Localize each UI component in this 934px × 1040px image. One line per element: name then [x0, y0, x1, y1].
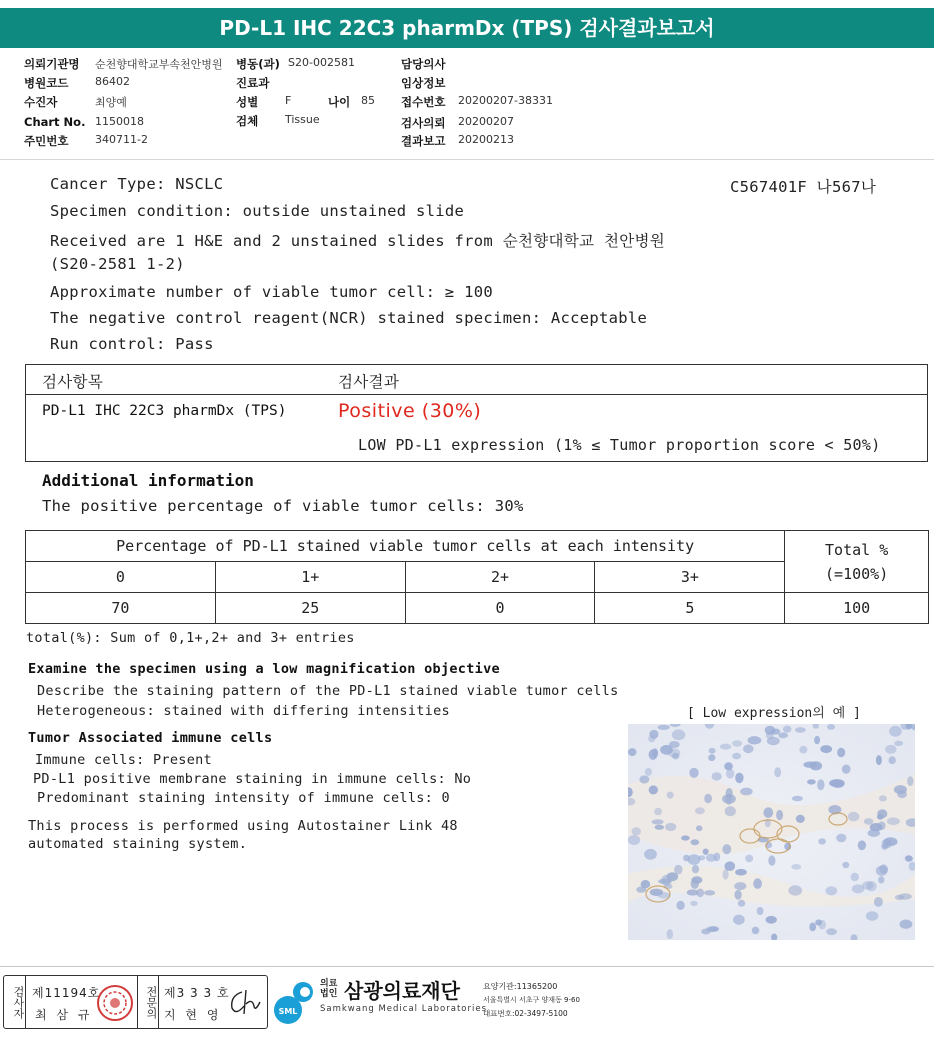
cell-nucleus [899, 893, 912, 899]
cell-nucleus [632, 827, 642, 835]
cell-nucleus [819, 920, 826, 930]
physician-label: 담당의사 [401, 57, 446, 71]
cell-nucleus [648, 735, 655, 742]
cell-nucleus [672, 729, 686, 740]
cell-nucleus [664, 884, 673, 889]
examinee-value: 최양예 [95, 96, 127, 109]
intensity-value-row [26, 593, 929, 624]
cell-nucleus [706, 854, 716, 862]
cell-nucleus [753, 878, 762, 889]
examine-title: Examine the specimen using a low magnification objective [28, 661, 500, 677]
cell-nucleus [778, 732, 788, 738]
age-label: 나이 [328, 95, 351, 109]
cell-nucleus [654, 808, 662, 815]
examiner-label [4, 976, 26, 1028]
chart-label: Chart No. [24, 115, 86, 129]
cell-nucleus [905, 855, 913, 861]
cell-nucleus [698, 855, 705, 860]
cell-nucleus [735, 869, 747, 876]
cell-nucleus [889, 756, 896, 764]
cell-nucleus [766, 916, 777, 924]
intensity-total-value: 100 [785, 593, 929, 624]
cell-nucleus [667, 929, 674, 939]
footer-rule [0, 966, 934, 967]
cell-nucleus [877, 814, 884, 820]
test-name: PD-L1 IHC 22C3 pharmDx (TPS) [42, 403, 287, 419]
examinee-label: 수진자 [24, 95, 58, 109]
result-divider [25, 394, 928, 395]
cell-nucleus [683, 855, 690, 862]
accession-value: 20200207-38331 [458, 94, 553, 107]
cell-nucleus [763, 807, 773, 818]
immune-present: Immune cells: Present [35, 752, 212, 768]
specimen-condition: Specimen condition: outside unstained slide [50, 202, 465, 220]
cell-nucleus [652, 819, 664, 824]
describe-pattern: Describe the staining pattern of the PD-L1 stained viable tumor cells [37, 683, 619, 699]
cell-nucleus [709, 748, 716, 754]
cell-nucleus [695, 807, 705, 814]
cell-nucleus [817, 779, 824, 790]
total-header [785, 531, 929, 593]
cell-nucleus [836, 834, 846, 843]
cell-nucleus [636, 886, 646, 892]
received-slides: Received are 1 H&E and 2 unstained slides from 순천향대학교 천안병원 [50, 232, 666, 250]
cell-nucleus [644, 849, 657, 860]
cell-nucleus [743, 744, 754, 753]
table-footnote: total(%): Sum of 0,1+,2+ and 3+ entries [26, 630, 355, 646]
cell-nucleus [848, 812, 860, 822]
cell-nucleus [820, 745, 832, 753]
micrograph-svg [628, 724, 915, 940]
org-prefix [320, 979, 337, 999]
image-caption: [ Low expression의 예 ] [687, 706, 861, 721]
cell-nucleus [745, 855, 753, 863]
viable-cells: Approximate number of viable tumor cell: ≥ 100 [50, 283, 494, 301]
sml-logo-icon [272, 976, 318, 1026]
cell-nucleus [703, 849, 709, 855]
org-address: 서울특별시 서초구 양재동 9-60 [483, 996, 580, 1004]
examiner-label-text: 검사자 [12, 985, 25, 1019]
cell-nucleus [735, 773, 743, 784]
cell-nucleus [723, 869, 729, 879]
hospital-code-value: 86402 [95, 75, 130, 88]
cell-nucleus [876, 866, 888, 876]
run-control: Run control: Pass [50, 335, 214, 353]
cell-nucleus [791, 864, 801, 870]
additional-info-title: Additional information [42, 471, 254, 490]
cell-nucleus [748, 736, 762, 744]
report-date-value: 20200213 [458, 133, 514, 146]
cell-nucleus [704, 794, 712, 803]
cell-nucleus [829, 779, 843, 787]
result-value-header: 검사결과 [338, 373, 400, 391]
cell-nucleus [712, 772, 722, 780]
cell-nucleus [701, 929, 711, 935]
patient-info-block [0, 48, 934, 160]
cell-nucleus [887, 817, 900, 825]
cell-nucleus [658, 725, 670, 730]
ward-label: 병동(과) [236, 57, 280, 71]
total-header-line1: Total % [825, 540, 889, 559]
accession-label: 접수번호 [401, 95, 446, 109]
cell-nucleus [722, 794, 736, 804]
cell-nucleus [752, 927, 760, 935]
cell-nucleus [765, 726, 776, 735]
cell-nucleus [628, 748, 637, 756]
cell-nucleus [809, 923, 816, 932]
cell-nucleus [639, 775, 649, 783]
institution-label: 의뢰기관명 [24, 57, 80, 71]
cell-nucleus [674, 865, 682, 875]
cell-nucleus [827, 724, 835, 730]
cell-nucleus [774, 767, 781, 777]
cell-nucleus [738, 900, 745, 907]
sex-value: F [285, 94, 292, 107]
cell-nucleus [681, 835, 690, 840]
intensity-table [25, 530, 929, 624]
examiner-license: 제11194호 [32, 986, 101, 1000]
org-name: 삼광의료재단 [344, 979, 460, 1003]
result-item-header: 검사항목 [42, 373, 104, 391]
slide-id: (S20-2581 1-2) [50, 255, 185, 273]
resident-label: 주민번호 [24, 134, 69, 148]
specialist-license: 제3 3 3 호 [164, 986, 230, 1000]
resident-value: 340711-2 [95, 133, 148, 146]
report-date-label: 결과보고 [401, 134, 446, 148]
cell-nucleus [768, 855, 775, 865]
hospital-code-label: 병원코드 [24, 76, 69, 90]
intensity-value-0: 70 [26, 593, 216, 624]
cell-nucleus [740, 788, 753, 796]
intensity-col-3plus: 3+ [595, 562, 785, 593]
cell-nucleus [788, 885, 802, 895]
total-header-line2: (=100%) [825, 564, 889, 583]
cell-nucleus [885, 745, 897, 754]
intensity-value-3plus: 5 [595, 593, 785, 624]
cell-nucleus [783, 726, 792, 733]
cell-nucleus [807, 779, 816, 784]
cell-nucleus [691, 876, 702, 883]
cell-nucleus [696, 825, 703, 831]
cell-nucleus [732, 740, 742, 746]
request-date-value: 20200207 [458, 115, 514, 128]
org-prefix-line1: 의료 [320, 979, 338, 989]
process-line1: This process is performed using Autostainer Link 48 [28, 818, 458, 834]
cell-nucleus [842, 765, 851, 774]
cell-nucleus [692, 865, 699, 873]
institution-value: 순천향대학교부속천안병원 [95, 58, 223, 71]
org-phone: 대표번호:02-3497-5100 [483, 1009, 568, 1018]
cell-nucleus [655, 825, 664, 830]
cell-nucleus [851, 873, 859, 882]
cell-nucleus [818, 838, 826, 844]
cell-nucleus [757, 907, 764, 915]
heterogeneous-note: Heterogeneous: stained with differing intensities [37, 703, 450, 719]
ward-value: S20-002581 [288, 56, 355, 69]
cell-nucleus [826, 886, 838, 895]
ncr-status: The negative control reagent(NCR) stained specimen: Acceptable [50, 309, 648, 327]
expression-note: LOW PD-L1 expression (1% ≤ Tumor proportion score < 50%) [358, 436, 881, 454]
immune-title: Tumor Associated immune cells [28, 730, 273, 746]
chart-value: 1150018 [95, 115, 144, 128]
cell-nucleus [852, 884, 864, 893]
cell-nucleus [889, 726, 902, 737]
specimen-micrograph [628, 724, 915, 940]
cell-nucleus [732, 753, 741, 760]
cancer-type: Cancer Type: NSCLC [50, 175, 224, 193]
cell-nucleus [690, 901, 697, 906]
cell-nucleus [799, 746, 807, 754]
cell-nucleus [879, 795, 887, 801]
immune-intensity: Predominant staining intensity of immune cells: 0 [37, 790, 450, 806]
cell-nucleus [724, 762, 733, 770]
cell-nucleus [667, 792, 674, 799]
cell-nucleus [894, 741, 903, 746]
process-line2: automated staining system. [28, 836, 248, 852]
intensity-col-2plus: 2+ [405, 562, 595, 593]
intensity-value-2plus: 0 [405, 593, 595, 624]
cell-nucleus [814, 736, 820, 744]
org-code: 요양기관:11365200 [483, 982, 558, 991]
cell-nucleus [665, 823, 676, 831]
cell-nucleus [734, 882, 746, 890]
cell-nucleus [874, 897, 883, 907]
cell-nucleus [628, 835, 640, 845]
intensity-value-1plus: 25 [215, 593, 405, 624]
cell-nucleus [650, 889, 663, 896]
cell-nucleus [837, 748, 845, 758]
cell-nucleus [652, 748, 658, 757]
specialist-label [137, 976, 159, 1028]
result-value: Positive (30%) [338, 400, 482, 422]
cell-nucleus [878, 876, 884, 883]
cell-nucleus [796, 815, 805, 823]
intensity-caption: Percentage of PD-L1 stained viable tumor cells at each intensity [26, 531, 785, 562]
cell-nucleus [907, 776, 913, 786]
cell-nucleus [645, 768, 652, 776]
cell-nucleus [882, 839, 892, 849]
logo-text: SML [278, 1007, 298, 1016]
request-date-label: 검사의뢰 [401, 116, 446, 130]
cell-nucleus [803, 762, 817, 768]
cell-nucleus [725, 806, 736, 816]
cell-nucleus [726, 769, 734, 779]
specimen-type-label: 검체 [236, 114, 259, 128]
cell-nucleus [876, 755, 882, 765]
cell-nucleus [795, 727, 806, 733]
cell-nucleus [691, 839, 700, 845]
specimen-code: C567401F 나567나 [730, 178, 877, 196]
sex-label: 성별 [236, 95, 259, 109]
cell-nucleus [900, 920, 913, 929]
positive-percentage: The positive percentage of viable tumor cells: 30% [42, 497, 524, 515]
immune-membrane: PD-L1 positive membrane staining in immune cells: No [33, 771, 472, 787]
specialist-label-text: 전문의 [145, 985, 158, 1019]
report-title: PD-L1 IHC 22C3 pharmDx (TPS) 검사결과보고서 [0, 8, 934, 48]
cell-nucleus [842, 862, 849, 868]
cell-nucleus [649, 785, 658, 794]
signature-box [3, 975, 268, 1029]
cell-nucleus [858, 840, 866, 850]
specialist-name: 지 현 영 [164, 1008, 222, 1022]
cell-nucleus [689, 768, 698, 778]
cell-nucleus [866, 911, 878, 921]
cell-nucleus [676, 901, 684, 910]
seal-stamp-icon [96, 984, 134, 1022]
cell-nucleus [734, 890, 741, 900]
org-prefix-line2: 법인 [320, 989, 338, 999]
cell-nucleus [826, 928, 837, 935]
specimen-type-value: Tissue [285, 113, 320, 126]
department-label: 진료과 [236, 76, 270, 90]
cell-nucleus [864, 818, 874, 825]
clinical-info-label: 임상정보 [401, 76, 446, 90]
cell-nucleus [704, 890, 715, 895]
cell-nucleus [792, 796, 803, 802]
age-value: 85 [361, 94, 375, 107]
intensity-col-1plus: 1+ [215, 562, 405, 593]
examiner-name: 최 삼 규 [35, 1008, 93, 1022]
org-english: Samkwang Medical Laboratories [320, 1004, 488, 1014]
cell-nucleus [776, 810, 783, 820]
cell-nucleus [708, 754, 715, 761]
cell-nucleus [722, 844, 731, 854]
signature-icon [224, 986, 264, 1020]
cell-nucleus [687, 889, 699, 895]
intensity-col-0: 0 [26, 562, 216, 593]
cell-nucleus [668, 748, 681, 757]
cell-nucleus [870, 823, 883, 831]
cell-nucleus [720, 744, 731, 750]
cell-nucleus [894, 785, 907, 794]
cell-nucleus [733, 915, 745, 925]
